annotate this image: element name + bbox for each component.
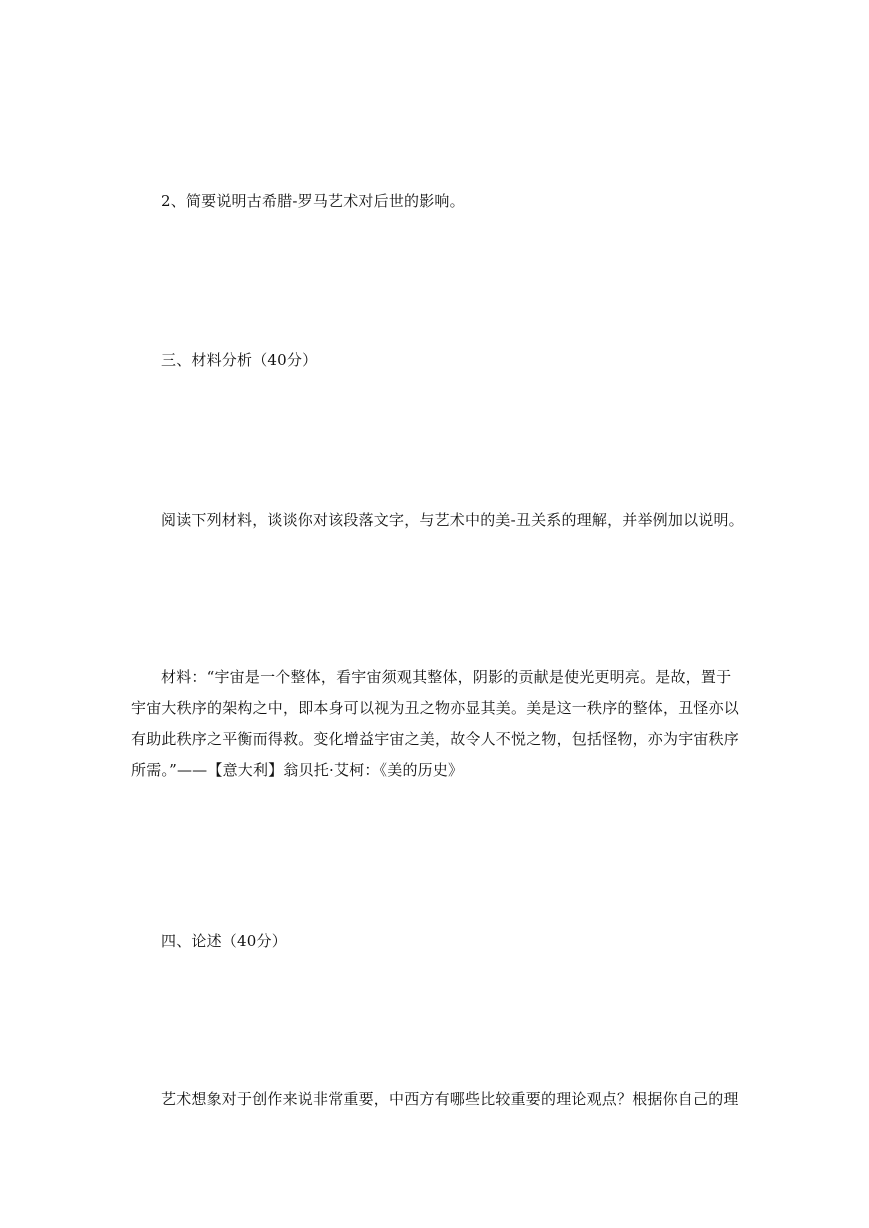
material-quote bbox=[131, 662, 741, 786]
question-2-text: 2、简要说明古希腊-罗马艺术对后世的影响。 bbox=[161, 192, 465, 210]
material-line-4: 所需。”——【意大利】翁贝托·艾柯：《美的历史》 bbox=[131, 761, 464, 779]
section-4-prompt: 艺术想象对于创作来说非常重要，中西方有哪些比较重要的理论观点？根据你自己的理 bbox=[161, 1090, 739, 1108]
material-line-1: 材料：“宇宙是一个整体，看宇宙须观其整体，阴影的贡献是使光更明亮。是故，置于 bbox=[161, 668, 732, 686]
material-line-3: 有助此秩序之平衡而得救。变化增益宇宙之美，故令人不悦之物，包括怪物，亦为宇宙秩序 bbox=[131, 730, 740, 748]
section-3-prompt: 阅读下列材料，谈谈你对该段落文字，与艺术中的美-丑关系的理解，并举例加以说明。 bbox=[161, 511, 744, 529]
section-3-heading: 三、材料分析（40分） bbox=[161, 351, 318, 369]
section-4-heading: 四、论述（40分） bbox=[161, 932, 287, 950]
material-line-2: 宇宙大秩序的架构之中，即本身可以视为丑之物亦显其美。美是这一秩序的整体，丑怪亦以 bbox=[131, 699, 740, 717]
